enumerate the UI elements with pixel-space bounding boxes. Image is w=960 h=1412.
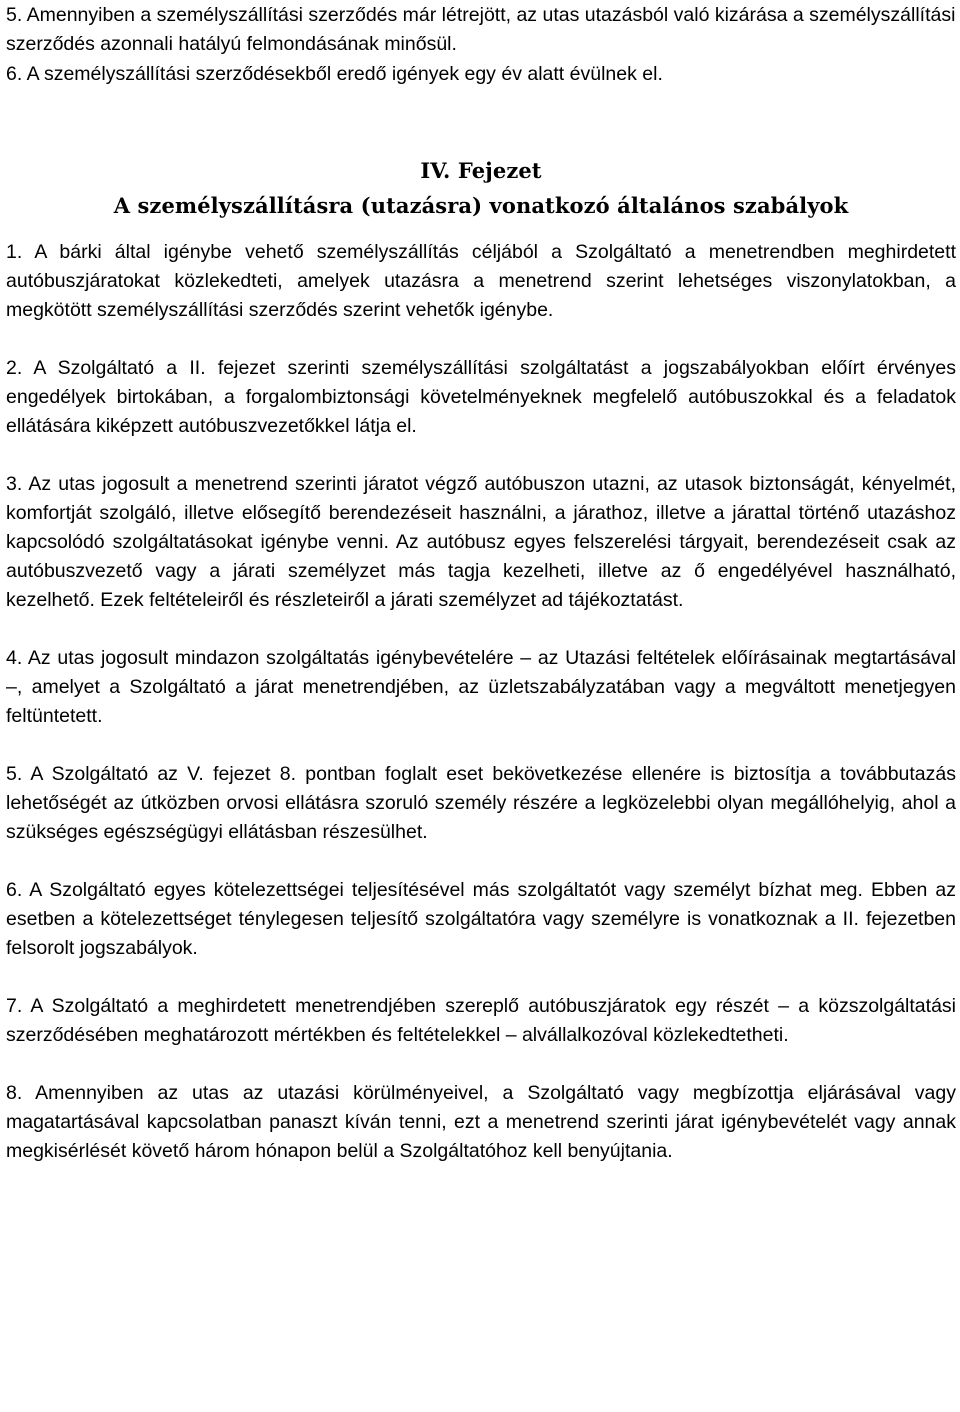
chapter-number: IV. Fejezet <box>420 158 542 183</box>
intro-item-6: 6. A személyszállítási szerződésekből eredő igények egy év alatt évülnek el. <box>6 63 663 85</box>
paragraph-5: 5. A Szolgáltató az V. fejezet 8. pontban foglalt eset bekövetkezése ellenére is biztosítja a továbbutazás lehetőségét az útközben orvosi ellátásra szoruló személy részére a legközelebbi olyan megállóhelyig, ahol a szükséges egészségügyi ellátásban részesülhet. <box>6 763 956 843</box>
paragraph-8: 8. Amennyiben az utas az utazási körülményeivel, a Szolgáltató vagy megbízottja eljárásával vagy magatartásával kapcsolatban panaszt kíván tenni, ezt a menetrend szerinti járat igénybevételét vagy annak megkisérlését követő három hónapon belül a Szolgáltatóhoz kell benyújtania. <box>6 1082 956 1162</box>
paragraph-3: 3. Az utas jogosult a menetrend szerinti járatot végző autóbuszon utazni, az utasok biztonságát, kényelmét, komfortját szolgáló, illetve elősegítő berendezéseit használni, a járathoz, illetve a járattal történő utazáshoz kapcsolódó szolgáltatásokat igénybe venni. Az autóbusz egyes felszerelési tárgyait, berendezéseit csak az autóbuszvezető vagy a járati személyzet más tagja kezelheti, illetve az ő engedélyével használható, kezelhető. Ezek feltételeiről és részleteiről a járati személyzet ad tájékoztatást. <box>6 473 956 611</box>
intro-item-5: 5. Amennyiben a személyszállítási szerződés már létrejött, az utas utazásból való kizárása a személyszállítási szerződés azonnali hatályú felmondásának minősül. <box>6 4 956 55</box>
paragraph-7: 7. A Szolgáltató a meghirdetett menetrendjében szereplő autóbuszjáratok egy részét – a közszolgáltatási szerződésében meghatározott mértékben és feltételekkel – alvállalkozóval közlekedtetheti. <box>6 995 956 1046</box>
paragraph-6: 6. A Szolgáltató egyes kötelezettségei teljesítésével más szolgáltatót vagy személyt bízhat meg. Ebben az esetben a kötelezettséget ténylegesen teljesítő szolgáltatóra vagy személyre is vonatkoznak a II. fejezetben felsorolt jogszabályok. <box>6 879 956 959</box>
paragraph-4: 4. Az utas jogosult mindazon szolgáltatás igénybevételére – az Utazási feltételek előírásainak megtartásával –, amelyet a Szolgáltató a járat menetrendjében, az üzletszabályzatában vagy a megváltott menetjegyen feltüntetett. <box>6 647 956 727</box>
chapter-title: A személyszállításra (utazásra) vonatkozó általános szabályok <box>113 193 849 218</box>
chapter-heading <box>81 153 881 223</box>
paragraph-1: 1. A bárki által igénybe vehető személyszállítás céljából a Szolgáltató a menetrendben meghirdetett autóbuszjáratokat közlekedteti, amelyek utazásra a menetrend szerint lehetséges viszonylatokban, a megkötött személyszállítási szerződés szerint vehetők igénybe. <box>6 241 956 321</box>
document-page <box>6 0 956 1166</box>
paragraph-2: 2. A Szolgáltató a II. fejezet szerinti személyszállítási szolgáltatást a jogszabályokban előírt érvényes engedélyek birtokában, a forgalombiztonsági követelményeknek megfelelő autóbuszokkal és a feladatok ellátására kiképzett autóbuszvezetőkkel látja el. <box>6 357 956 437</box>
